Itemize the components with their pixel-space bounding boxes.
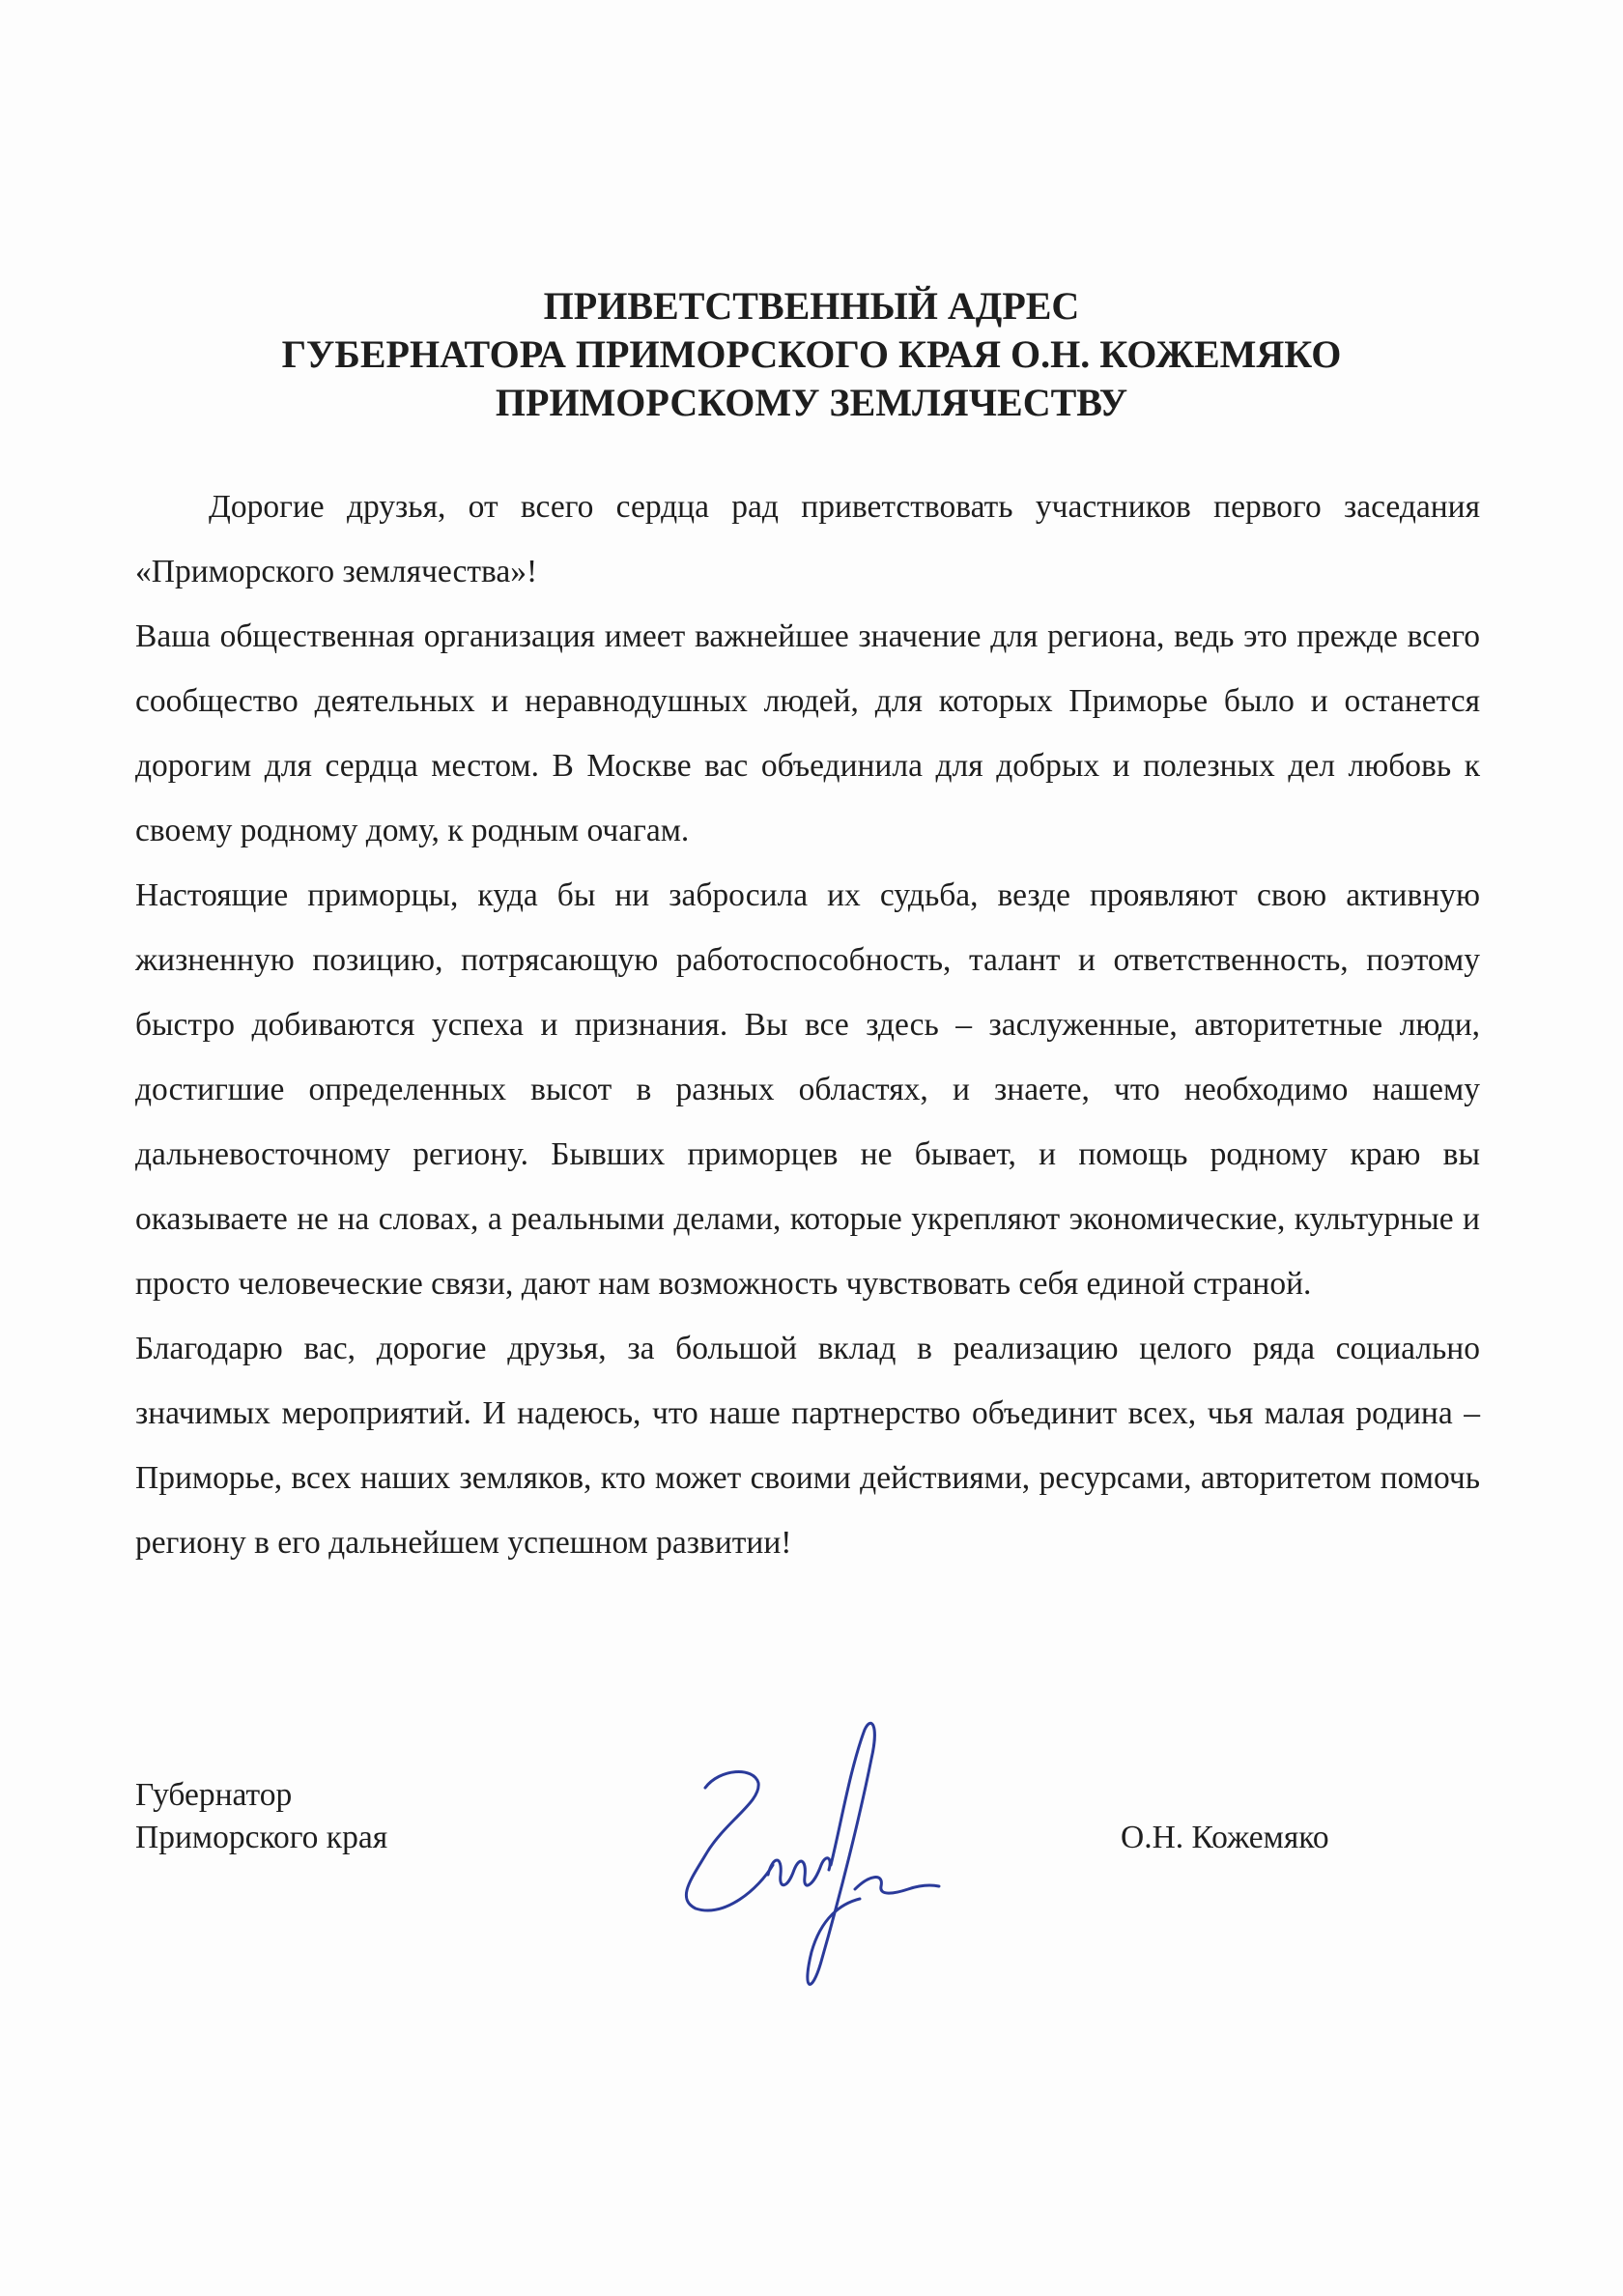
- signatory-name: О.Н. Кожемяко: [1121, 1820, 1329, 1855]
- document-body: [135, 474, 1480, 1575]
- signatory-position-line-1: Губернатор: [135, 1777, 293, 1813]
- paragraph-primortsy: Настоящие приморцы, куда бы ни забросила их судьба, везде проявляют свою активную жизненную позицию, потрясающую работоспособность, талант и ответственность, поэтому быстро добиваются успеха и признания. Вы все здесь – заслуженные, авторитетные люди, достигшие определенных высот в разных областях, и знаете, что необходимо нашему дальневосточному региону. Бывших приморцев не бывает, и помощь родному краю вы оказываете не на словах, а реальными делами, которые укрепляют экономические, культурные и просто человеческие связи, дают нам возможность чувствовать себя единой страной.: [135, 877, 1480, 1302]
- paragraph-organization: Ваша общественная организация имеет важнейшее значение для региона, ведь это прежде всего сообщество деятельных и неравнодушных людей, для которых Приморье было и останется дорогим для сердца местом. В Москве вас объединила для добрых и полезных дел любовь к своему родному дому, к родным очагам.: [135, 618, 1480, 848]
- handwritten-signature: [667, 1710, 947, 2000]
- title-line-2: ГУБЕРНАТОРА ПРИМОРСКОГО КРАЯ О.Н. КОЖЕМЯКО: [281, 332, 1342, 376]
- title-line-3: ПРИМОРСКОМУ ЗЕМЛЯЧЕСТВУ: [495, 381, 1128, 424]
- title-line-1: ПРИВЕТСТВЕННЫЙ АДРЕС: [543, 284, 1080, 328]
- paragraph-gratitude: Благодарю вас, дорогие друзья, за большой вклад в реализацию целого ряда социально значимых мероприятий. И надеюсь, что наше партнерство объединит всех, чья малая родина – Приморье, всех наших земляков, кто может своими действиями, ресурсами, авторитетом помочь региону в его дальнейшем успешном развитии!: [135, 1331, 1480, 1561]
- signatory-position: [135, 1774, 387, 1859]
- document-title: [0, 282, 1623, 427]
- paragraph-greeting: Дорогие друзья, от всего сердца рад приветствовать участников первого заседания «Приморского землячества»!: [135, 489, 1480, 589]
- signatory-position-line-2: Приморского края: [135, 1820, 388, 1855]
